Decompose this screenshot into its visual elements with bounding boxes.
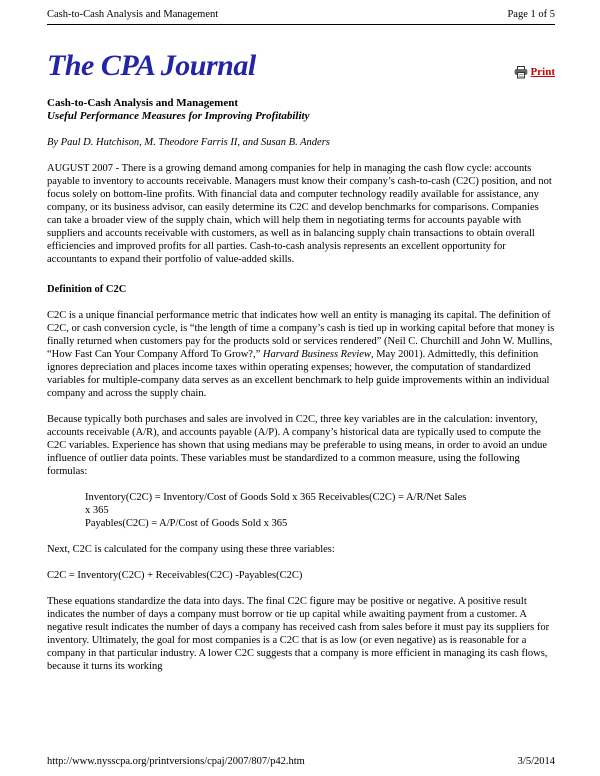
paragraph-intro: AUGUST 2007 - There is a growing demand among companies for help in managing the cash flow cycle: accounts payable to inventory to accounts receivable. Managers must know their company’s cash-to-cash (C2C) position, and not focus solely on bottom-line profits. With financial data and computer technology readily available for assistance, any company, or its business advisor, can easily determine its C2C and develop benchmarks for comparisons. Companies can take a broader view of the supply chain, which will help them in negotiating terms for accounts payable with suppliers and accounts receivable with customers, as well as in balancing supply chain transactions to obtain overall efficiencies and improved profits for all parties. Cash-to-cash analysis represents an excellent opportunity for accountants to expand their portfolio of value-added skills. — [47, 163, 552, 265]
formula-line-3: Payables(C2C) = A/P/Cost of Goods Sold x 365 — [85, 518, 288, 529]
c2c-equation: C2C = Inventory(C2C) + Receivables(C2C) -Payables(C2C) — [47, 570, 303, 581]
paragraph-next-step: Next, C2C is calculated for the company using these three variables: — [47, 544, 335, 555]
paragraph-interpretation: These equations standardize the data into days. The final C2C figure may be positive or negative. A positive result indicates the number of days a company must borrow or tie up capital while awaiting payment from a customer. A negative result indicates the number of days a company has received cash from sales before it must pay its suppliers for inventory. Ultimately, the goal for most companies is a C2C that is as low (or even negative) as is reasonable for a company in that particular industry. A lower C2C suggests that a company is more efficient in managing its cash flows, because it turns its working — [47, 596, 550, 672]
print-footer — [47, 755, 555, 768]
paragraph-variables: Because typically both purchases and sales are involved in C2C, three key variables are in the calculation: inventory, accounts receivable (A/R), and accounts payable (A/P). A company’s historical data are typically used to compute the C2C variables. Experience has shown that using medians may be preferable to using means, in order to avoid an undue influence of outlier data points. These variables must be standardized to a common measure, using the following formulas: — [47, 414, 548, 477]
formula-block — [85, 491, 555, 530]
definition-text-before: C2C is a unique financial performance metric that indicates how well an entity is managing its capital. The definition of C2C, or cash conversion cycle, is “the length of time a company’s cash is tied up in working capital before that money is finally returned when customers pay for the products sold or services rendered” (Neil C. Churchill and John W. Mullins, “How Fast Can Your Company Afford To Grow?,” — [47, 310, 555, 360]
formula-line-2: x 365 — [85, 505, 109, 516]
paragraph-definition — [47, 309, 555, 400]
definition-text-after: , May 2001). Admittedly, this definition ignores depreciation and places income taxes within operating expenses; however, the computation of standardized variables for multiple-company data serves as an excellent benchmark to help guide improvements within an individual company and across the supply chain. — [47, 349, 550, 399]
section-heading-definition: Definition of C2C — [47, 284, 127, 295]
print-header — [47, 8, 555, 21]
footer-url: http://www.nysscpa.org/printversions/cpaj/2007/807/p42.htm — [47, 756, 305, 767]
print-link-label[interactable]: Print — [530, 66, 555, 78]
journal-name-italic: Harvard Business Review — [262, 349, 371, 360]
print-header-page-number: Page 1 of 5 — [507, 9, 555, 20]
article-title: Cash-to-Cash Analysis and Management — [47, 97, 238, 109]
formula-line-1: Inventory(C2C) = Inventory/Cost of Goods Sold x 365 Receivables(C2C) = A/R/Net Sales — [85, 492, 467, 503]
article-byline: By Paul D. Hutchison, M. Theodore Farris II, and Susan B. Anders — [47, 137, 330, 148]
masthead — [47, 49, 555, 83]
print-header-title: Cash-to-Cash Analysis and Management — [47, 9, 219, 20]
article-subtitle: Useful Performance Measures for Improving Profitability — [47, 110, 310, 122]
article-body — [47, 97, 555, 673]
print-link[interactable] — [514, 66, 555, 79]
printer-icon — [514, 66, 528, 79]
footer-date: 3/5/2014 — [517, 756, 555, 767]
header-divider — [47, 24, 555, 25]
cpa-journal-logo: The CPA Journal — [47, 49, 256, 82]
